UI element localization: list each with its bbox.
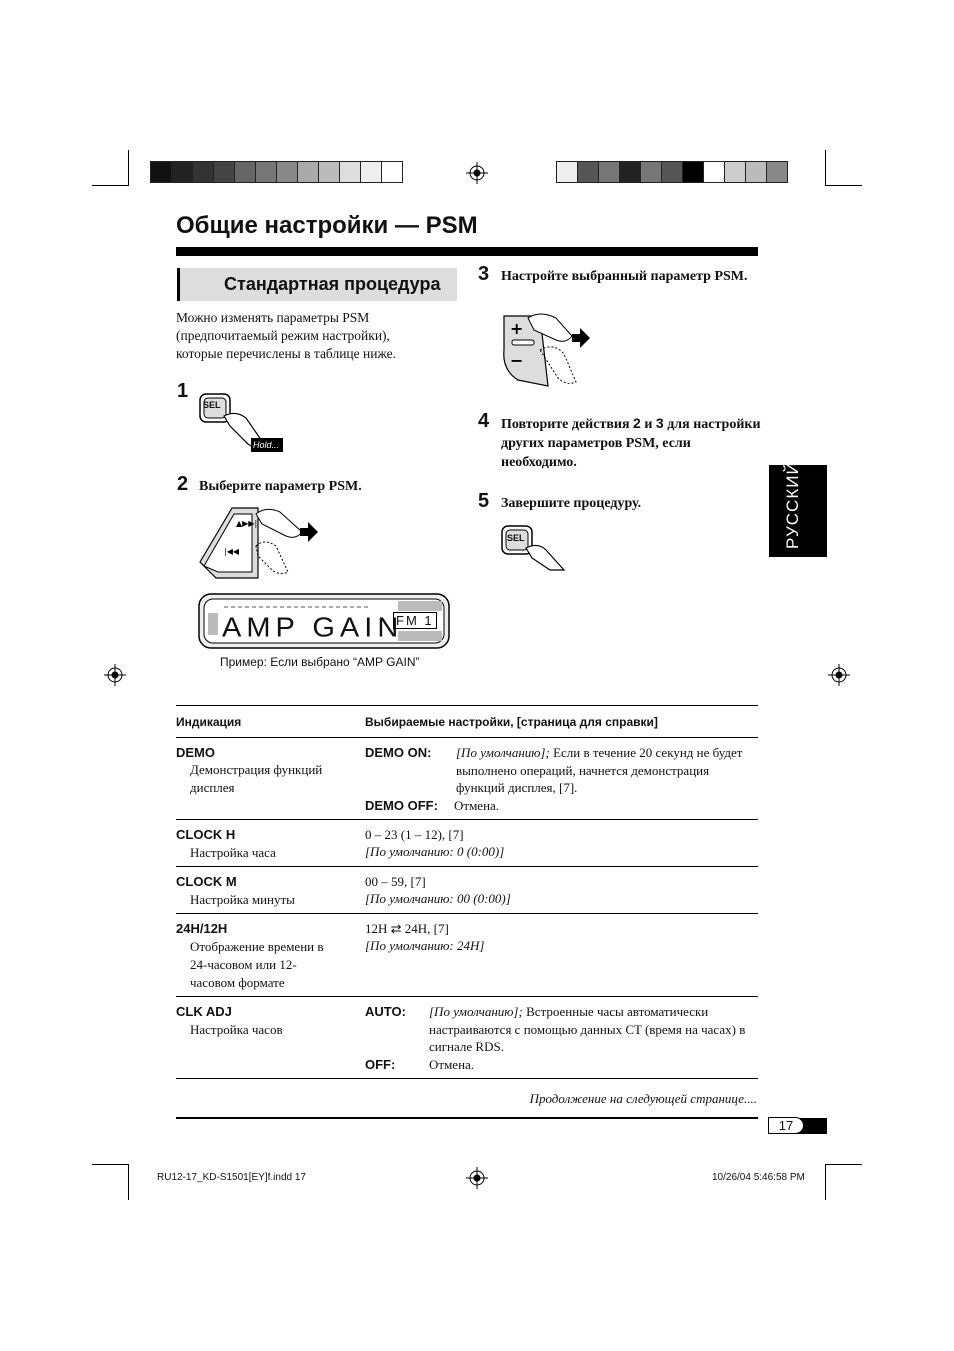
table-bottom-rule <box>176 1078 758 1079</box>
option-label: AUTO: <box>365 1004 406 1019</box>
setting-default: [По умолчанию: 0 (0:00)] <box>365 844 505 859</box>
indicator-clk-adj: CLK ADJ <box>176 1004 232 1019</box>
setting-default: [По умолчанию: 24H] <box>365 938 485 953</box>
page-number: 17 <box>768 1117 804 1134</box>
svg-text:|◀◀: |◀◀ <box>224 547 239 556</box>
display-band-text: FM 1 <box>393 612 437 629</box>
indicator-description: Настройка часа <box>190 845 276 860</box>
indicator-clock-h: CLOCK H <box>176 827 236 842</box>
step-number: 5 <box>478 490 490 512</box>
registration-mark-icon <box>466 162 488 184</box>
crop-mark <box>826 185 862 186</box>
page-title: Общие настройки — PSM <box>176 212 478 239</box>
option-text: [По умолчанию]; Встроенные часы автоматически настраиваются с помощью данных CT (время на часах) в сигнале RDS. <box>429 1004 746 1054</box>
crop-mark <box>128 1164 129 1200</box>
sel-label: SEL <box>203 400 221 410</box>
footer-timestamp: 10/26/04 5:46:58 PM <box>712 1172 805 1183</box>
step-text: Повторите действия 2 и 3 для настройки других параметров PSM, если необходимо. <box>501 415 761 470</box>
indicator-description: Отображение времени в 24-часовом или 12-часовом формате <box>190 939 324 990</box>
setting-default: [По умолчанию: 00 (0:00)] <box>365 891 511 906</box>
continued-note: Продолжение на следующей странице.... <box>529 1091 757 1106</box>
footer-file-name: RU12-17_KD-S1501[EY]f.indd 17 <box>157 1172 306 1183</box>
svg-text:+: + <box>510 319 524 338</box>
table-header-settings: Выбираемые настройки, [страница для справки] <box>365 715 658 729</box>
indicator-description: Демонстрация функций дисплея <box>190 762 323 795</box>
table-row-rule <box>176 996 758 997</box>
volume-button-illustration <box>500 310 600 390</box>
svg-text:▲▶▶|: ▲▶▶| <box>236 519 258 528</box>
intro-text: Можно изменять параметры PSM (предпочитаемый режим настройки), которые перечислены в таблице ниже. <box>176 310 396 361</box>
indicator-clock-m: CLOCK M <box>176 874 237 889</box>
title-rule <box>176 247 758 256</box>
table-header-indicator: Индикация <box>176 715 242 729</box>
step-number: 2 <box>177 473 189 495</box>
toggle-arrows-icon: ⇄ <box>390 921 402 936</box>
indicator-description: Настройка часов <box>190 1022 283 1037</box>
setting-range: 00 – 59, [7] <box>365 874 426 889</box>
hold-label: Hold... <box>253 440 280 450</box>
table-top-rule <box>176 705 758 706</box>
indicator-description: Настройка минуты <box>190 892 295 907</box>
option-text: [По умолчанию]; Если в течение 20 секунд не будет выполнено операций, начнется демонстрация функций дисплея, [7]. <box>456 745 743 795</box>
step-text: Выберите параметр PSM. <box>199 479 362 494</box>
step-number: 3 <box>478 263 490 285</box>
crop-mark <box>128 150 129 186</box>
gray-scale-bar-right <box>556 161 787 183</box>
option-text: Отмена. <box>429 1057 475 1072</box>
seek-button-illustration <box>196 502 322 580</box>
page-bottom-rule <box>176 1117 758 1119</box>
section-heading: Стандартная процедура <box>177 268 457 301</box>
option-label: DEMO ON: <box>365 745 432 760</box>
step-text: Настройте выбранный параметр PSM. <box>501 269 748 284</box>
table-row-rule <box>176 913 758 914</box>
display-caption: Пример: Если выбрано “AMP GAIN” <box>220 655 420 669</box>
registration-mark-icon <box>104 664 126 686</box>
registration-mark-icon <box>828 664 850 686</box>
table-header-rule <box>176 737 758 738</box>
crop-mark <box>92 185 128 186</box>
language-tab: РУССКИЙ <box>769 465 827 557</box>
setting-range: 12H ⇄ 24H, [7] <box>365 921 449 936</box>
setting-range: 0 – 23 (1 – 12), [7] <box>365 827 464 842</box>
step-text: Завершите процедуру. <box>501 496 642 511</box>
gray-scale-bar-left <box>150 161 402 183</box>
registration-mark-icon <box>466 1167 488 1189</box>
crop-mark <box>92 1164 128 1165</box>
sel-label: SEL <box>507 533 525 543</box>
option-label: OFF: <box>365 1057 396 1072</box>
step-number: 4 <box>478 410 490 432</box>
step-number: 1 <box>177 380 189 402</box>
crop-mark <box>825 1164 826 1200</box>
option-label: DEMO OFF: <box>365 798 438 813</box>
table-row-rule <box>176 866 758 867</box>
crop-mark <box>826 1164 862 1165</box>
sel-button-illustration <box>500 522 570 572</box>
table-row-rule <box>176 819 758 820</box>
display-main-text: AMP GAIN <box>222 612 404 644</box>
svg-text:−: − <box>510 351 524 370</box>
indicator-demo: DEMO <box>176 745 215 760</box>
indicator-24h-12h: 24H/12H <box>176 921 228 936</box>
option-text: Отмена. <box>454 798 500 813</box>
crop-mark <box>825 150 826 186</box>
